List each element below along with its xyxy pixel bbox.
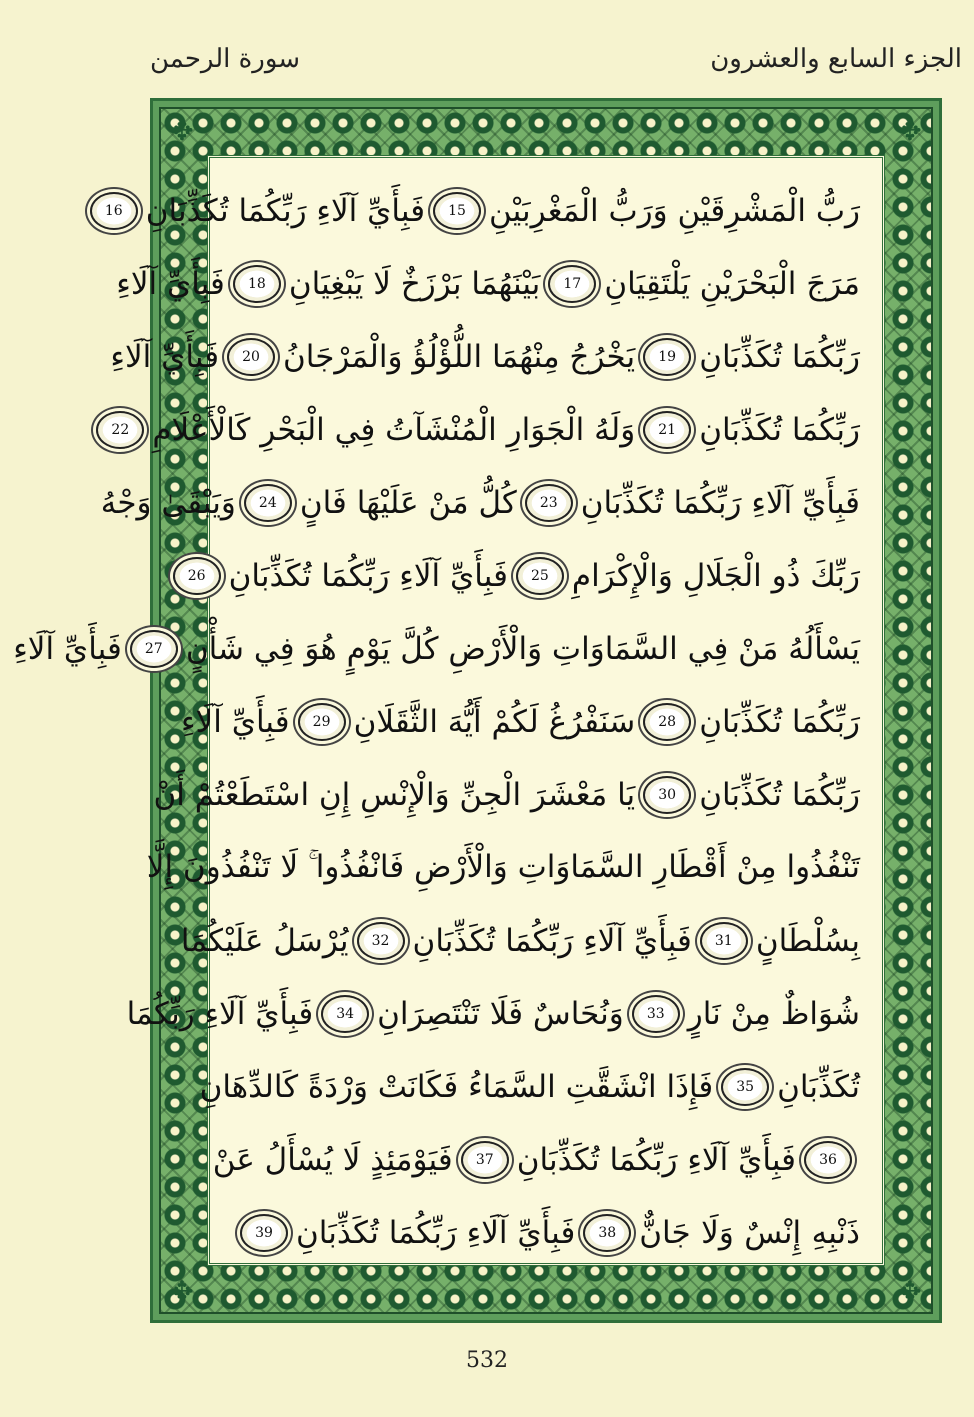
verse-line	[180, 685, 860, 758]
ayah-number-marker: 23	[525, 484, 573, 522]
ayah-number-marker: 19	[643, 338, 691, 376]
verse-text: فَيَوْمَئِذٍ لَا يُسْأَلُ عَنْ	[212, 1141, 453, 1178]
ayah-number-marker: 26	[173, 557, 221, 595]
verse-text: وَلَهُ الْجَوَارِ الْمُنْشَآتُ فِي الْبَحْرِ كَالْأَعْلَامِ	[152, 411, 636, 448]
verse-text: شُوَاظٌ مِنْ نَارٍ	[687, 995, 860, 1032]
verse-text: بَيْنَهُمَا بَرْزَخٌ لَا يَبْغِيَانِ	[288, 265, 541, 302]
verse-text: فَبِأَيِّ آلَاءِ رَبِّكُمَا تُكَذِّبَانِ	[296, 1214, 576, 1251]
page-number: 532	[466, 1348, 508, 1373]
verse-line	[100, 466, 860, 539]
verse-text: مَرَجَ الْبَحْرَيْنِ يَلْتَقِيَانِ	[604, 265, 860, 302]
verse-line	[13, 612, 860, 685]
ayah-number-marker: 24	[244, 484, 292, 522]
verse-text: تَنْفُذُوا مِنْ أَقْطَارِ السَّمَاوَاتِ وَالْأَرْضِ فَانْفُذُوا ۚ لَا تَنْفُذُونَ إِلَّا	[146, 849, 860, 885]
ayah-number-marker: 30	[643, 776, 691, 814]
ayah-number-marker: 36	[804, 1141, 852, 1179]
ayah-number-marker: 38	[583, 1214, 631, 1252]
juz-title: الجزء السابع والعشرون	[710, 44, 962, 74]
verse-text: يُرْسَلُ عَلَيْكُمَا	[180, 922, 349, 959]
verse-text: ذَنْبِهِ إِنْسٌ وَلَا جَانٌّ	[639, 1214, 860, 1251]
verse-line	[199, 1050, 860, 1123]
corner-ornament-icon: ✥	[898, 113, 922, 147]
verse-text: يَسْأَلُهُ مَنْ فِي السَّمَاوَاتِ وَالْأَرْضِ كُلَّ يَوْمٍ هُوَ فِي شَأْنٍ	[185, 630, 860, 667]
ayah-number-marker: 17	[548, 265, 596, 303]
verse-text: فَبِأَيِّ آلَاءِ	[116, 265, 225, 302]
verse-text: فَبِأَيِّ آلَاءِ رَبِّكُمَا تُكَذِّبَانِ	[412, 922, 692, 959]
verse-text: رَبُّ الْمَشْرِقَيْنِ وَرَبُّ الْمَغْرِبَيْنِ	[489, 192, 860, 229]
corner-ornament-icon: ✥	[170, 1274, 194, 1308]
ayah-number-marker: 29	[298, 703, 346, 741]
verse-text: يَخْرُجُ مِنْهُمَا اللُّؤْلُؤُ وَالْمَرْجَانُ	[283, 338, 636, 375]
verse-line	[153, 758, 860, 831]
ayah-number-marker: 31	[700, 922, 748, 960]
verse-text: فَبِأَيِّ آلَاءِ	[13, 630, 122, 667]
ayah-number-marker: 15	[433, 192, 481, 230]
ayah-number-marker: 34	[321, 995, 369, 1033]
ayah-number-marker: 16	[90, 192, 138, 230]
verse-text: رَبِّكَ ذُو الْجَلَالِ وَالْإِكْرَامِ	[571, 557, 860, 594]
ayah-number-marker: 33	[632, 995, 680, 1033]
verse-text: تُكَذِّبَانِ	[777, 1068, 860, 1105]
text-panel	[13, 155, 885, 1266]
verse-line	[104, 174, 860, 247]
verse-text: وَيَبْقَىٰ وَجْهُ	[100, 484, 236, 521]
verse-lines	[13, 174, 860, 1253]
ayah-number-marker: 27	[130, 630, 178, 668]
verse-line	[212, 1123, 860, 1196]
surah-title: سورة الرحمن	[150, 44, 301, 74]
verse-text: فَبِأَيِّ آلَاءِ رَبِّكُمَا تُكَذِّبَانِ	[580, 484, 860, 521]
verse-text: وَنُحَاسٌ فَلَا تَنْتَصِرَانِ	[377, 995, 624, 1032]
verse-text: رَبِّكُمَا تُكَذِّبَانِ	[699, 776, 860, 813]
ayah-number-marker: 28	[643, 703, 691, 741]
corner-ornament-icon: ✥	[898, 1274, 922, 1308]
verse-text: يَا مَعْشَرَ الْجِنِّ وَالْإِنْسِ إِنِ اسْتَطَعْتُمْ أَنْ	[153, 776, 636, 813]
ayah-number-marker: 21	[643, 411, 691, 449]
verse-text: رَبِّكُمَا تُكَذِّبَانِ	[699, 703, 860, 740]
verse-text: رَبِّكُمَا تُكَذِّبَانِ	[699, 411, 860, 448]
verse-text: فَبِأَيِّ آلَاءِ رَبِّكُمَا تُكَذِّبَانِ	[228, 557, 508, 594]
verse-text: فَبِأَيِّ آلَاءِ رَبِّكُمَا	[126, 995, 314, 1032]
verse-text: فَإِذَا انْشَقَّتِ السَّمَاءُ فَكَانَتْ وَرْدَةً كَالدِّهَانِ	[199, 1068, 714, 1105]
verse-text: فَبِأَيِّ آلَاءِ	[110, 338, 220, 375]
ayah-number-marker: 39	[240, 1214, 288, 1252]
ayah-number-marker: 25	[516, 557, 564, 595]
verse-text: بِسُلْطَانٍ	[755, 922, 860, 959]
ayah-number-marker: 20	[227, 338, 275, 376]
verse-text: رَبِّكُمَا تُكَذِّبَانِ	[699, 338, 860, 375]
ayah-number-marker: 35	[721, 1068, 769, 1106]
verse-text: فَبِأَيِّ آلَاءِ رَبِّكُمَا تُكَذِّبَانِ	[145, 192, 426, 229]
verse-line	[146, 831, 860, 904]
ornamental-frame	[13, 98, 942, 1323]
corner-ornament-icon: ✥	[170, 113, 194, 147]
verse-line	[187, 539, 860, 612]
ayah-number-marker: 22	[96, 411, 144, 449]
ayah-number-marker: 18	[233, 265, 281, 303]
verse-line	[126, 977, 860, 1050]
ayah-number-marker: 37	[461, 1141, 509, 1179]
verse-line	[116, 247, 860, 320]
verse-line	[111, 393, 860, 466]
verse-text: كُلُّ مَنْ عَلَيْهَا فَانٍ	[299, 484, 517, 521]
ayah-number-marker: 32	[357, 922, 405, 960]
verse-line	[180, 904, 860, 977]
verse-line	[110, 320, 860, 393]
verse-text: فَبِأَيِّ آلَاءِ رَبِّكُمَا تُكَذِّبَانِ	[516, 1141, 796, 1178]
verse-text: فَبِأَيِّ آلَاءِ	[180, 703, 290, 740]
verse-line	[232, 1196, 860, 1269]
verse-text: سَنَفْرُغُ لَكُمْ أَيُّهَ الثَّقَلَانِ	[353, 703, 636, 740]
